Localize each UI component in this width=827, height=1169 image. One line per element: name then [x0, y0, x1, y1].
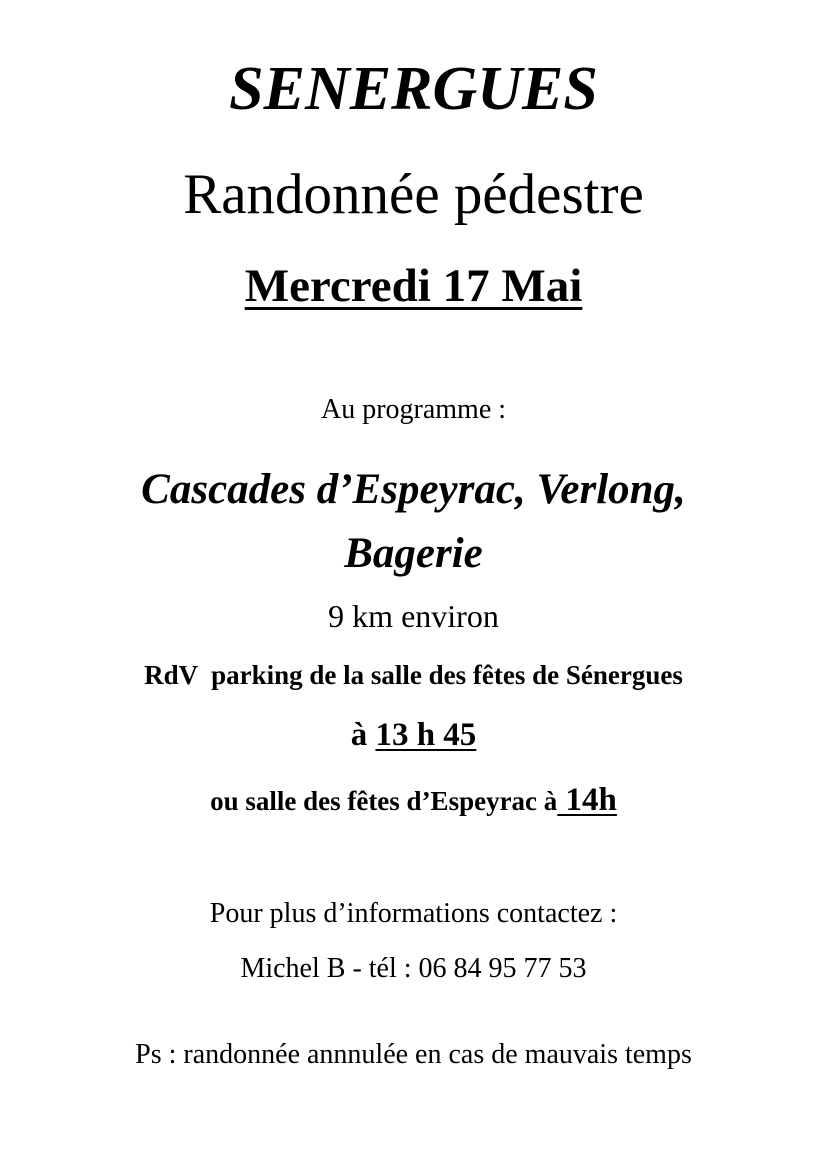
destination: [0, 458, 827, 586]
destination-line-1: Cascades d’Espeyrac, Verlong,: [141, 466, 686, 513]
meeting-time-value: 13 h 45: [375, 717, 477, 753]
event-date: Mercredi 17 Mai: [244, 260, 583, 312]
event-title: SENERGUES: [229, 55, 598, 123]
meeting-time: [0, 719, 827, 752]
contact-info: Michel B - tél : 06 84 95 77 53: [240, 953, 587, 984]
meeting-time-prefix: à: [350, 717, 376, 753]
meeting-point: RdV parking de la salle des fêtes de Sénergues: [144, 660, 683, 690]
destination-line-2: Bagerie: [344, 530, 483, 577]
program-label: Au programme :: [320, 394, 507, 425]
event-subtitle: Randonnée pédestre: [183, 163, 644, 226]
alt-meeting: [0, 784, 827, 817]
postscript-note: Ps : randonnée annnulée en cas de mauvais temps: [135, 1039, 692, 1070]
alt-meeting-time: 14h: [557, 782, 617, 818]
contact-label: Pour plus d’informations contactez :: [209, 898, 618, 929]
alt-meeting-prefix: ou salle des fêtes d’Espeyrac à: [210, 786, 558, 816]
distance: 9 km environ: [328, 598, 499, 634]
